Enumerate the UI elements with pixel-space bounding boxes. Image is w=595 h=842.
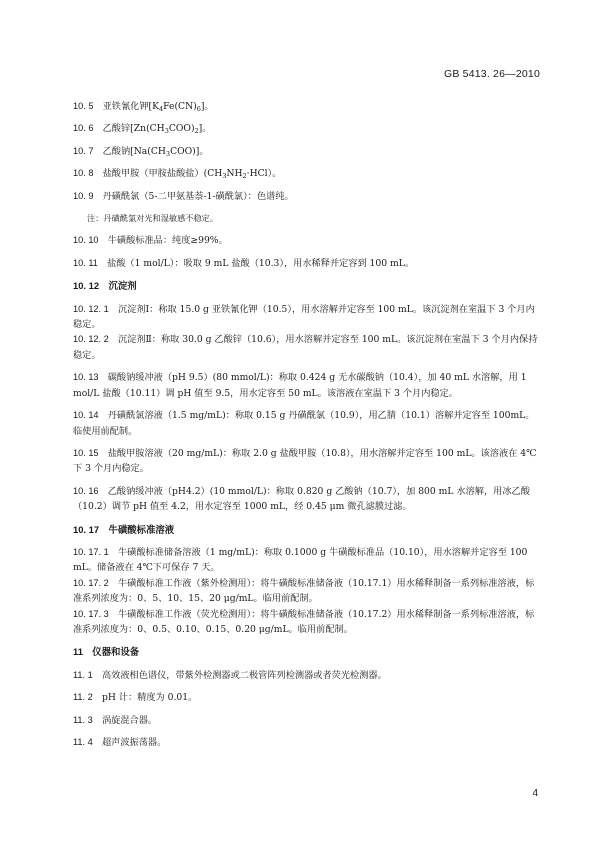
- clause-paragraph: 10. 16 乙酸钠缓冲液（pH4.2）(10 mmol/L)：称取 0.820 g 乙酸钠（10.7），加 800 mL 水溶解，用冰乙酸（10.2）调节 pH 值至 4.2，用水定容至 1000 mL，经 0.45 μm 微孔滤膜过滤。: [73, 485, 530, 513]
- section-heading: 10. 17 牛磺酸标准溶液: [73, 523, 175, 536]
- clause-number: 10. 7: [73, 145, 94, 156]
- subscript: 4: [159, 105, 164, 113]
- section-heading: 10. 12 沉淀剂: [73, 280, 137, 293]
- clause-paragraph: 10. 13 碳酸钠缓冲液（pH 9.5）(80 mmol/L)：称取 0.424 g 无水碳酸钠（10.4），加 40 mL 水溶解，用 1 mol/L 盐酸（10.11）调 pH 值至 9.5，用水定容至 50 mL。该溶液在室温下 3 个月内稳定。: [73, 372, 527, 399]
- clause-paragraph: 10. 12. 2 沉淀剂Ⅱ：称取 30.0 g 乙酸锌（10.6），用水溶解并定容至 100 mL。该沉淀剂在室温下 3 个月内保持稳定。: [73, 334, 538, 361]
- subscript: 2: [242, 172, 247, 181]
- clause-number: 10. 11: [73, 257, 98, 268]
- clause-paragraph: 10. 7 乙酸钠$[Na(CH_3COO)]$。: [73, 145, 209, 158]
- clause-paragraph: 10. 9 丹磺酰氯（5-二甲氨基萘-1-磺酰氯）：色谱纯。: [73, 190, 294, 202]
- clause-number: 10. 15: [73, 447, 99, 458]
- clause-number: 10. 5: [73, 101, 94, 111]
- clause-paragraph: 11. 2 pH 计：精度为 0.01。: [73, 692, 198, 704]
- clause-paragraph: 10. 17. 3 牛磺酸标准工作液（荧光检测用）：将牛磺酸标准储备液（10.17.2）用水稀释制备一系列标准溶液，标准系列浓度为：0、0.5、0.10、0.15、0.20 μg/mL。临用前配制。: [73, 608, 535, 635]
- note-text: 注：丹磺酰氯对光和湿敏感不稳定。: [87, 213, 219, 224]
- clause-paragraph: 10. 11 盐酸（1 mol/L）：吸取 9 mL 盐酸（10.3），用水稀释并定容到 100 mL。: [73, 257, 415, 269]
- clause-number: 10. 12. 1: [73, 303, 109, 314]
- clause-number: 10. 17. 1: [73, 546, 109, 557]
- clause-number: 11. 1: [73, 669, 93, 680]
- clause-number: 11: [73, 646, 83, 658]
- clause-number: 10. 10: [73, 235, 99, 246]
- standard-number: GB 5413. 26—2010: [443, 68, 540, 80]
- clause-number: 10. 12. 2: [73, 334, 109, 345]
- clause-number: 10. 16: [73, 485, 99, 496]
- document-body: [73, 92, 543, 750]
- subscript: 2: [194, 127, 199, 136]
- subscript: 6: [196, 105, 201, 113]
- clause-number: 10. 17. 3: [73, 608, 109, 619]
- clause-paragraph: 10. 10 牛磺酸标准品：纯度≥99%。: [73, 235, 228, 247]
- clause-number: 11. 2: [73, 692, 93, 703]
- clause-number: 10. 13: [73, 372, 99, 383]
- clause-paragraph: 10. 5 亚铁氰化钾$[K_4Fe(CN)_6]$。: [73, 101, 214, 113]
- clause-number: 11. 4: [73, 737, 93, 747]
- clause-paragraph: 10. 15 盐酸甲胺溶液（20 mg/mL)：称取 2.0 g 盐酸甲胺（10.8），用水溶解并定容至 100 mL。该溶液在 4℃下 3 个月内稳定。: [73, 447, 537, 475]
- clause-paragraph: 10. 17. 2 牛磺酸标准工作液（紫外检测用）：将牛磺酸标准储备液（10.17.1）用水稀释制备一系列标准溶液，标准系列浓度为：0、5、10、15、20 μg/mL。临用前配制。: [73, 577, 535, 605]
- clause-number: 11. 3: [73, 714, 93, 725]
- page-number: 4: [532, 788, 538, 799]
- subscript: 3: [165, 149, 171, 158]
- clause-paragraph: 10. 14 丹磺酰氯溶液（1.5 mg/mL)：称取 0.15 g 丹磺酰氯（10.9），用乙腈（10.1）溶解并定容至 100mL。临使用前配制。: [73, 410, 535, 437]
- clause-paragraph: 10. 12. 1 沉淀剂Ⅰ：称取 15.0 g 亚铁氰化钾（10.5），用水溶解并定容至 100 mL。该沉淀剂在室温下 3 个月内稳定。: [73, 303, 535, 331]
- clause-number: 10. 9: [73, 190, 94, 201]
- clause-number: 10. 6: [73, 123, 94, 134]
- clause-number: 10. 17: [73, 523, 100, 535]
- section-heading: 11 仪器和设备: [73, 646, 140, 659]
- clause-paragraph: 10. 8 盐酸甲胺（甲胺盐酸盐）$(CH_3NH_2\cdot HCl)$。: [73, 168, 282, 181]
- clause-paragraph: 11. 1 高效液相色谱仪，带紫外检测器或二极管阵列检测器或者荧光检测器。: [73, 669, 387, 681]
- clause-paragraph: 10. 17. 1 牛磺酸标准储备溶液（1 mg/mL)：称取 0.1000 g 牛磺酸标准品（10.10），用水溶解并定容至 100 mL。储备液在 4℃下可保存 7 天。: [73, 546, 528, 574]
- clause-paragraph: 11. 4 超声波振荡器。: [73, 737, 167, 748]
- clause-paragraph: 10. 6 乙酸锌$[Zn(CH_3COO)_2]$。: [73, 123, 212, 136]
- clause-number: 10. 17. 2: [73, 577, 109, 588]
- clause-number: 10. 14: [73, 410, 99, 421]
- subscript: 3: [222, 172, 227, 181]
- clause-paragraph: 11. 3 涡旋混合器。: [73, 714, 158, 726]
- clause-number: 10. 8: [73, 168, 94, 179]
- subscript: 3: [164, 127, 169, 136]
- clause-number: 10. 12: [73, 280, 100, 292]
